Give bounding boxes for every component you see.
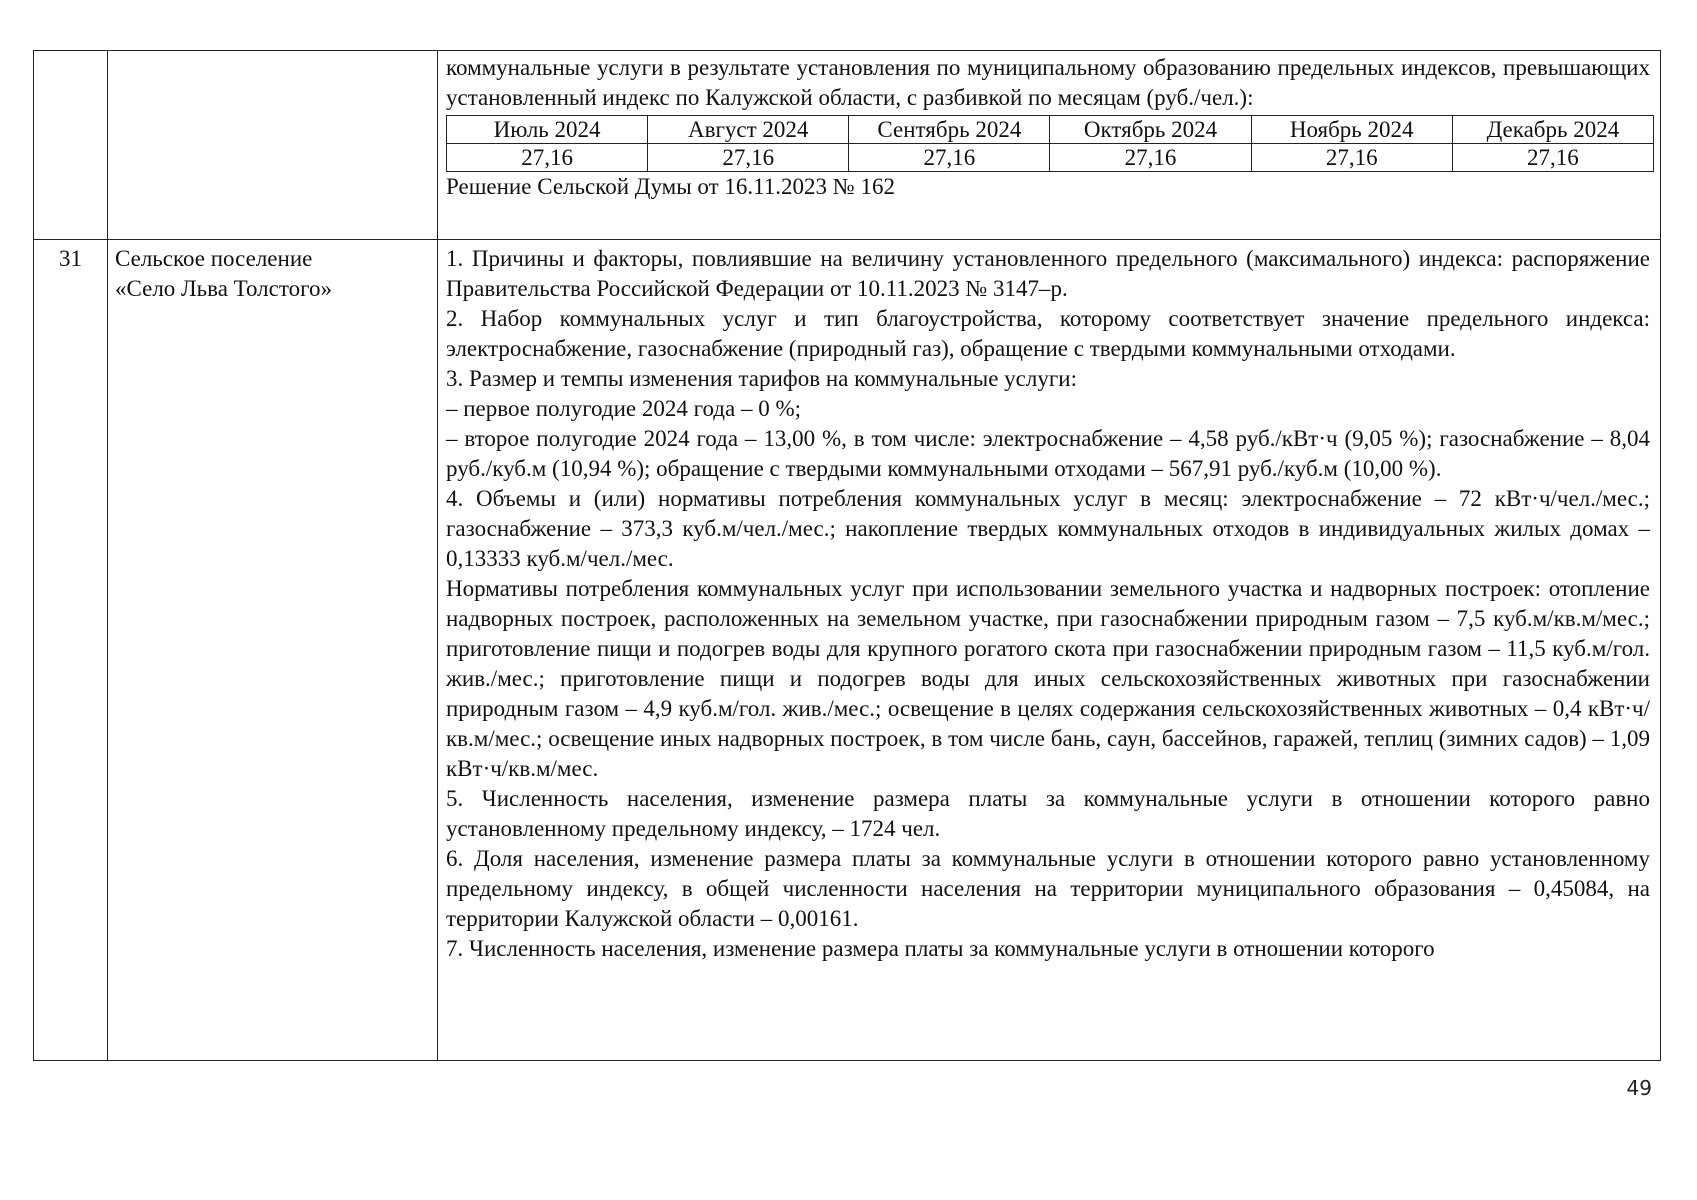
paragraph-land-norms: Нормативы потребления коммунальных услуг при использовании земельного участка и надворных построек: отопление надворных построек, расположенных на земельном участке, при газоснабжении природным газом – 7,5 куб.м/кв.м/мес.; приготовление пищи и подогрев воды для крупного рогатого скота при газоснабжении природным газом – 11,5 куб.м/гол. жив./мес.; приготовление пищи и подогрев воды для иных сельскохозяйственных животных при газоснабжении природным газом – 4,9 куб.м/гол. жив./мес.; освещение в целях содержания сельскохозяйственных животных – 0,4 кВт·ч/кв.м/мес.; освещение иных надворных построек, в том числе бань, саун, бассейнов, гаражей, теплиц (зимних садов) – 1,09 кВт·ч/кв.м/мес. [446,576,1650,781]
continuation-text: коммунальные услуги в результате установления по муниципальному образованию предельных индексов, превышающих установленный индекс по Калужской области, с разбивкой по месяцам (руб./чел.): [446,55,1650,110]
entry-number: 31 [34,240,108,1061]
description-cell [438,51,1661,240]
tariff-table [33,50,1661,1061]
month-header: Август 2024 [648,116,849,144]
entry-name-line2: «Село Льва Толстого» [115,276,332,301]
paragraph-reasons: 1. Причины и факторы, повлиявшие на величину установленного предельного (максимального) индекса: распоряжение Правительства Российской Федерации от 10.11.2023 № 3147–р. [446,246,1650,301]
paragraph-population-continued: 7. Численность населения, изменение размера платы за коммунальные услуги в отношении которого [446,936,1435,961]
decision-text: Решение Сельской Думы от 16.11.2023 № 162 [446,174,895,199]
month-header: Июль 2024 [447,116,648,144]
month-value: 27,16 [648,144,849,172]
months-value-row [447,144,1654,172]
paragraph-first-half: – первое полугодие 2024 года – 0 %; [446,396,802,421]
month-value: 27,16 [849,144,1050,172]
paragraph-population: 5. Численность населения, изменение размера платы за коммунальные услуги в отношении которого равно установленному предельному индексу, – 1724 чел. [446,786,1650,841]
month-header: Ноябрь 2024 [1251,116,1452,144]
entry-name-cell [108,240,438,1061]
number-cell-empty [34,51,108,240]
months-header-row [447,116,1654,144]
paragraph-second-half: – второе полугодие 2024 года – 13,00 %, в том числе: электроснабжение – 4,58 руб./кВт·ч (9,05 %); газоснабжение – 8,04 руб./куб.м (10,94 %); обращение с твердыми коммунальными отходами – 567,91 руб./куб.м (10,00 %). [446,426,1650,481]
paragraph-consumption-volumes: 4. Объемы и (или) нормативы потребления коммунальных услуг в месяц: электроснабжение – 72 кВт·ч/чел./мес.; газоснабжение – 373,3 куб.м/чел./мес.; накопление твердых коммунальных отходов в индивидуальных жилых домах – 0,13333 куб.м/чел./мес. [446,486,1650,571]
month-header: Сентябрь 2024 [849,116,1050,144]
month-value: 27,16 [1251,144,1452,172]
table-row-continuation [34,51,1661,240]
entry-description-cell [438,240,1661,1061]
month-header: Октябрь 2024 [1050,116,1251,144]
table-row-entry-31 [34,240,1661,1061]
page-number: 49 [1626,1076,1652,1100]
months-table [446,115,1654,172]
month-value: 27,16 [447,144,648,172]
month-header: Декабрь 2024 [1452,116,1653,144]
paragraph-tariff-heading: 3. Размер и темпы изменения тарифов на коммунальные услуги: [446,366,1077,391]
month-value: 27,16 [1050,144,1251,172]
paragraph-population-share: 6. Доля населения, изменение размера платы за коммунальные услуги в отношении которого равно установленному предельному индексу, в общей численности населения на территории муниципального образования – 0,45084, на территории Калужской области – 0,00161. [446,846,1650,931]
paragraph-services-set: 2. Набор коммунальных услуг и тип благоустройства, которому соответствует значение предельного индекса: электроснабжение, газоснабжение (природный газ), обращение с твердыми коммунальными отходами. [446,306,1650,361]
entry-name-line1: Сельское поселение [115,246,313,271]
month-value: 27,16 [1452,144,1653,172]
name-cell-empty [108,51,438,240]
